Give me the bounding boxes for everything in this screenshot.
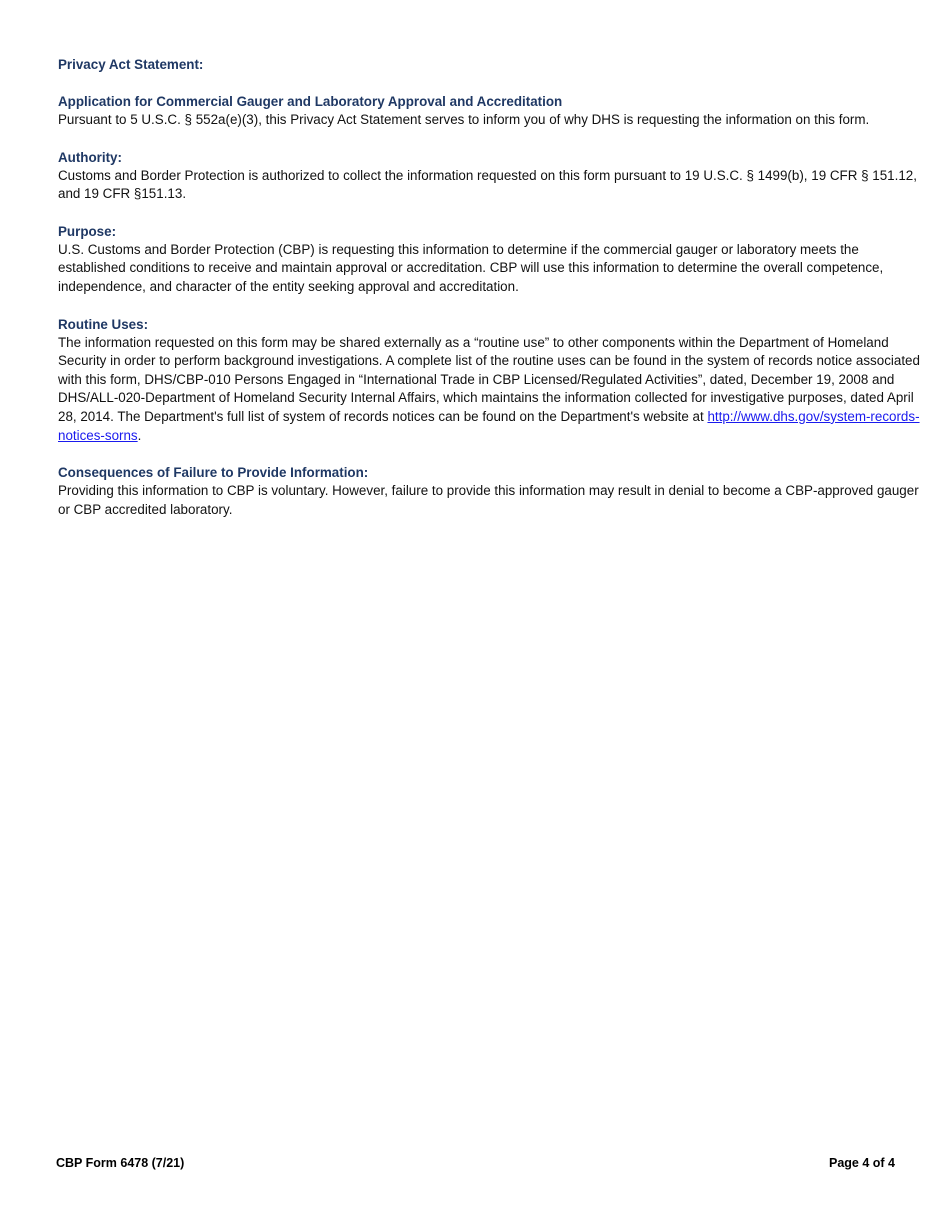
authority-text: Customs and Border Protection is authorized to collect the information requested on this form pursuant to 19 U.S.C. § 1499(b), 19 CFR § 151.12, and 19 CFR §151.13. [58,167,917,202]
spacer [58,130,923,148]
sorns-link[interactable]: http://www.dhs.gov/system-records-notices-sorns [58,408,920,443]
application-text: Pursuant to 5 U.S.C. § 552a(e)(3), this Privacy Act Statement serves to inform you of why DHS is requesting the information on this form. [58,112,870,127]
spacer [58,445,923,463]
authority-heading: Authority: [58,149,122,165]
application-heading: Application for Commercial Gauger and Laboratory Approval and Accreditation [58,94,563,109]
document-page [58,55,923,519]
purpose-heading: Purpose: [58,223,117,239]
routine-uses-heading: Routine Uses: [58,316,149,332]
routine-uses-text: The information requested on this form may be shared externally as a “routine use” to other components within the Department of Homeland Security in order to perform background investigations. A complete list of the routine uses can be found in the system of records notice associated with this form, DHS/CBP-010 Persons Engaged in “International Trade in CBP Licensed/Regulated Activities”, dated, December 19, 2008 and DHS/ALL-020-Department of Homeland Security Internal Affairs, which maintains the information collected for investigative purposes, dated April 28, 2014. The Department's full list of system of records notices can be found on the Department's website at [58,334,920,424]
form-id: CBP Form 6478 (7/21) [56,1156,185,1170]
authority-section [58,148,923,204]
purpose-text: U.S. Customs and Border Protection (CBP) is requesting this information to determine if the commercial gauger or laboratory meets the established conditions to receive and maintain approval or accreditation. CBP will use this information to determine the overall competence, independence, and character of the entity seeking approval and accreditation. [58,241,884,294]
page-number: Page 4 of 4 [829,1156,895,1170]
spacer [58,74,923,92]
application-section [58,92,923,130]
routine-uses-trailing: . [137,427,142,443]
privacy-act-title: Privacy Act Statement: [58,57,204,72]
spacer [58,204,923,222]
routine-uses-paragraph [58,334,923,446]
consequences-section [58,463,923,519]
routine-uses-section [58,315,923,446]
spacer [58,297,923,315]
consequences-text: Providing this information to CBP is voluntary. However, failure to provide this information may result in denial to become a CBP-approved gauger or CBP accredited laboratory. [58,483,919,517]
purpose-section [58,222,923,297]
consequences-heading: Consequences of Failure to Provide Information: [58,465,369,481]
